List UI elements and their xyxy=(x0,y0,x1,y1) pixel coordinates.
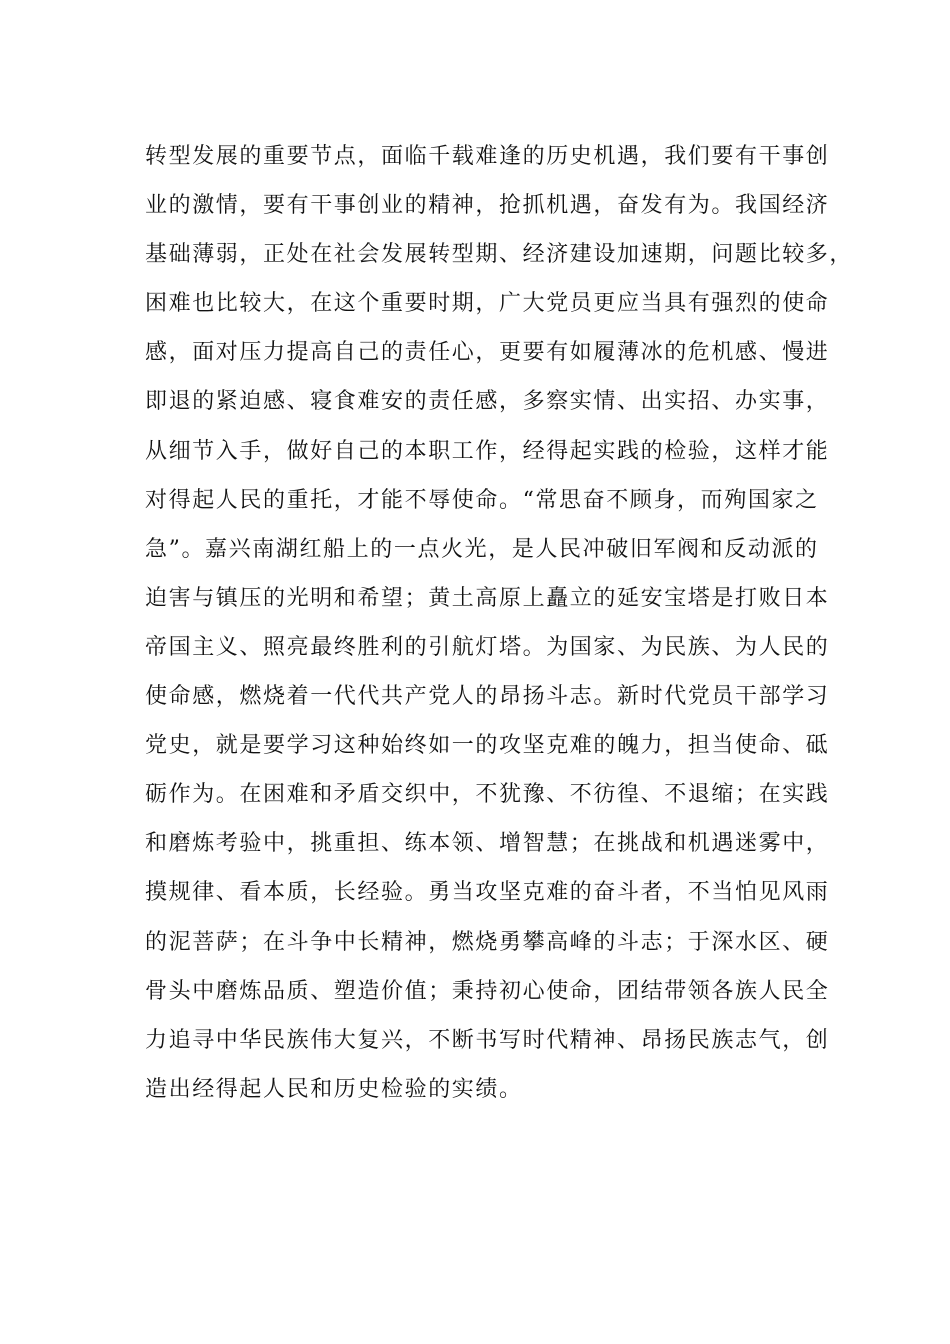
text-line: 转型发展的重要节点，面临千载难逢的历史机遇，我们要有干事创 xyxy=(145,144,830,169)
body-paragraph xyxy=(145,132,854,1114)
text-line: 摸规律、看本质，长经验。勇当攻坚克难的奋斗者，不当怕见风雨 xyxy=(145,880,830,906)
text-line: 即退的紧迫感、寝食难安的责任感，多察实情、出实招、办实事， xyxy=(145,389,830,415)
text-line: 困难也比较大，在这个重要时期，广大党员更应当具有强烈的使命 xyxy=(145,291,830,317)
text-line: 帝国主义、照亮最终胜利的引航灯塔。为国家、为民族、为人民的 xyxy=(145,634,830,660)
text-line: 造出经得起人民和历史检验的实绩。 xyxy=(145,1076,523,1102)
text-line: 和磨炼考验中，挑重担、练本领、增智慧；在挑战和机遇迷雾中， xyxy=(145,831,830,857)
text-line: 党史，就是要学习这种始终如一的攻坚克难的魄力，担当使命、砥 xyxy=(145,733,830,759)
text-line: 业的激情，要有干事创业的精神，抢抓机遇，奋发有为。我国经济 xyxy=(145,193,830,219)
text-line: 基础薄弱，正处在社会发展转型期、经济建设加速期，问题比较多， xyxy=(145,242,854,268)
text-line: 使命感，燃烧着一代代共产党人的昂扬斗志。新时代党员干部学习 xyxy=(145,684,830,710)
text-line: 骨头中磨炼品质、塑造价值；秉持初心使命，团结带领各族人民全 xyxy=(145,978,830,1004)
text-line: 急”。嘉兴南湖红船上的一点火光，是人民冲破旧军阀和反动派的 xyxy=(145,536,819,562)
text-line: 从细节入手，做好自己的本职工作，经得起实践的检验，这样才能 xyxy=(145,438,830,464)
text-line: 感，面对压力提高自己的责任心，更要有如履薄冰的危机感、慢进 xyxy=(145,340,830,366)
text-line: 的泥菩萨；在斗争中长精神，燃烧勇攀高峰的斗志；于深水区、硬 xyxy=(145,929,830,955)
text-line: 对得起人民的重托，才能不辱使命。“常思奋不顾身，而殉国家之 xyxy=(145,487,819,513)
text-line: 迫害与镇压的光明和希望；黄土高原上矗立的延安宝塔是打败日本 xyxy=(145,585,830,611)
text-line: 砺作为。在困难和矛盾交织中，不犹豫、不彷徨、不退缩；在实践 xyxy=(145,782,830,808)
text-line: 力追寻中华民族伟大复兴，不断书写时代精神、昂扬民族志气，创 xyxy=(145,1027,830,1053)
